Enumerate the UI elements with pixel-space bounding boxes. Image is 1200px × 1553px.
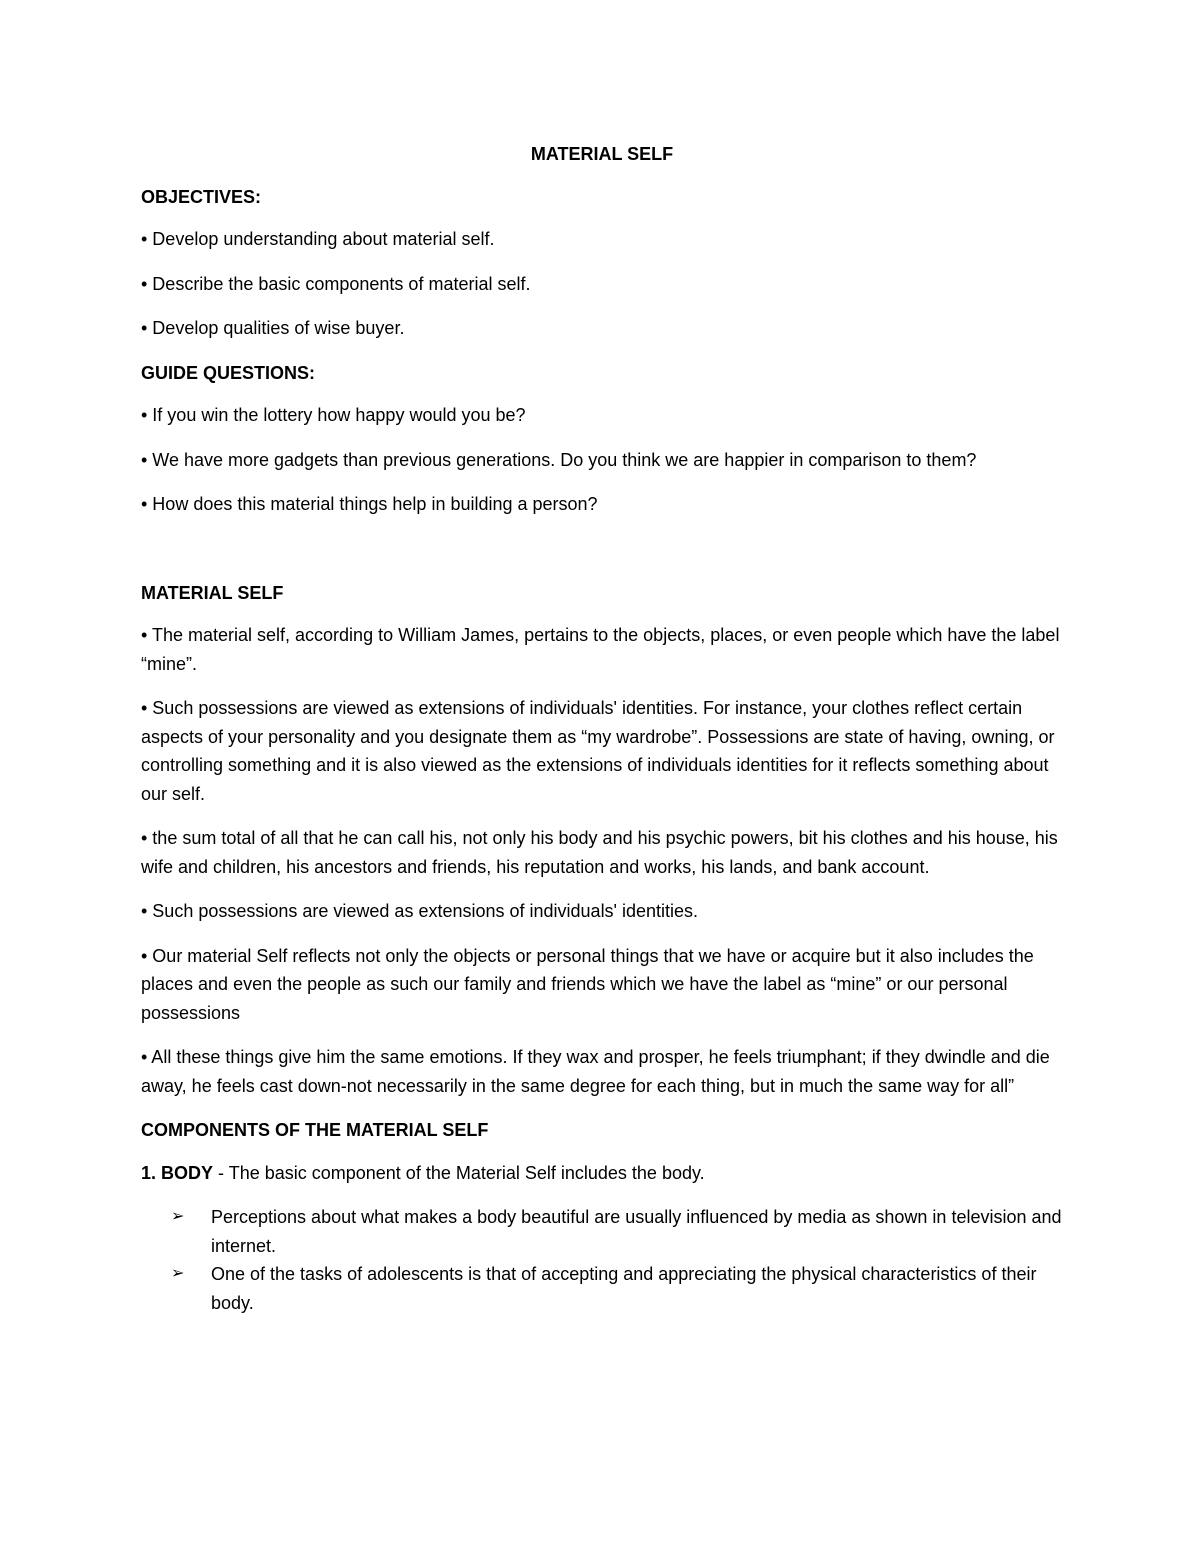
material-self-item: • Such possessions are viewed as extensions of individuals' identities. xyxy=(141,901,699,921)
body-component xyxy=(141,1159,1063,1188)
objective-item: • Develop qualities of wise buyer. xyxy=(141,318,405,338)
guide-question-item: • How does this material things help in building a person? xyxy=(141,494,598,514)
body-label: 1. BODY xyxy=(141,1162,214,1183)
body-sub-item xyxy=(141,1203,1063,1260)
material-self-item: • Our material Self reflects not only the objects or personal things that we have or acquire but it also includes the places and even the people as such our family and friends which we have the label as “mine” or our personal possessions xyxy=(141,945,1034,1023)
objective-item: • Develop understanding about material self. xyxy=(141,229,495,249)
material-self-item: • Such possessions are viewed as extensions of individuals' identities. For instance, your clothes reflect certain aspects of your personality and you designate them as “my wardrobe”. Possessions are state of having, owning, or controlling something and it is also viewed as the extensions of individuals identities for it reflects something about our self. xyxy=(141,698,1055,804)
material-self-item: • the sum total of all that he can call his, not only his body and his psychic powers, bit his clothes and his house, his wife and children, his ancestors and friends, his reputation and works, his lands, and bank account. xyxy=(141,828,1058,877)
page-title: MATERIAL SELF xyxy=(530,144,674,164)
arrow-bullet-icon: ➢ xyxy=(171,1265,185,1282)
body-sub-item xyxy=(141,1260,1063,1317)
material-self-item: • The material self, according to William James, pertains to the objects, places, or even people which have the label “mine”. xyxy=(141,625,1060,674)
guide-questions-heading: GUIDE QUESTIONS: xyxy=(141,362,316,383)
body-description: - The basic component of the Material Self includes the body. xyxy=(213,1162,705,1183)
body-sub-list xyxy=(141,1203,1063,1317)
arrow-bullet-icon: ➢ xyxy=(171,1208,185,1225)
document-content xyxy=(141,140,1063,1317)
guide-question-item: • If you win the lottery how happy would you be? xyxy=(141,405,526,425)
material-self-heading: MATERIAL SELF xyxy=(141,582,284,603)
section-spacer xyxy=(141,535,1063,579)
objective-item: • Describe the basic components of material self. xyxy=(141,273,531,294)
body-sub-item-text: Perceptions about what makes a body beautiful are usually influenced by media as shown in television and internet. xyxy=(211,1207,1062,1256)
components-heading: COMPONENTS OF THE MATERIAL SELF xyxy=(141,1120,489,1140)
guide-question-item: • We have more gadgets than previous generations. Do you think we are happier in comparison to them? xyxy=(141,449,977,470)
material-self-item: • All these things give him the same emotions. If they wax and prosper, he feels triumphant; if they dwindle and die away, he feels cast down-not necessarily in the same degree for each thing, but in much the same way for all” xyxy=(141,1047,1050,1096)
objectives-heading: OBJECTIVES: xyxy=(141,186,262,207)
body-sub-item-text: One of the tasks of adolescents is that of accepting and appreciating the physical characteristics of their body. xyxy=(211,1264,1037,1313)
